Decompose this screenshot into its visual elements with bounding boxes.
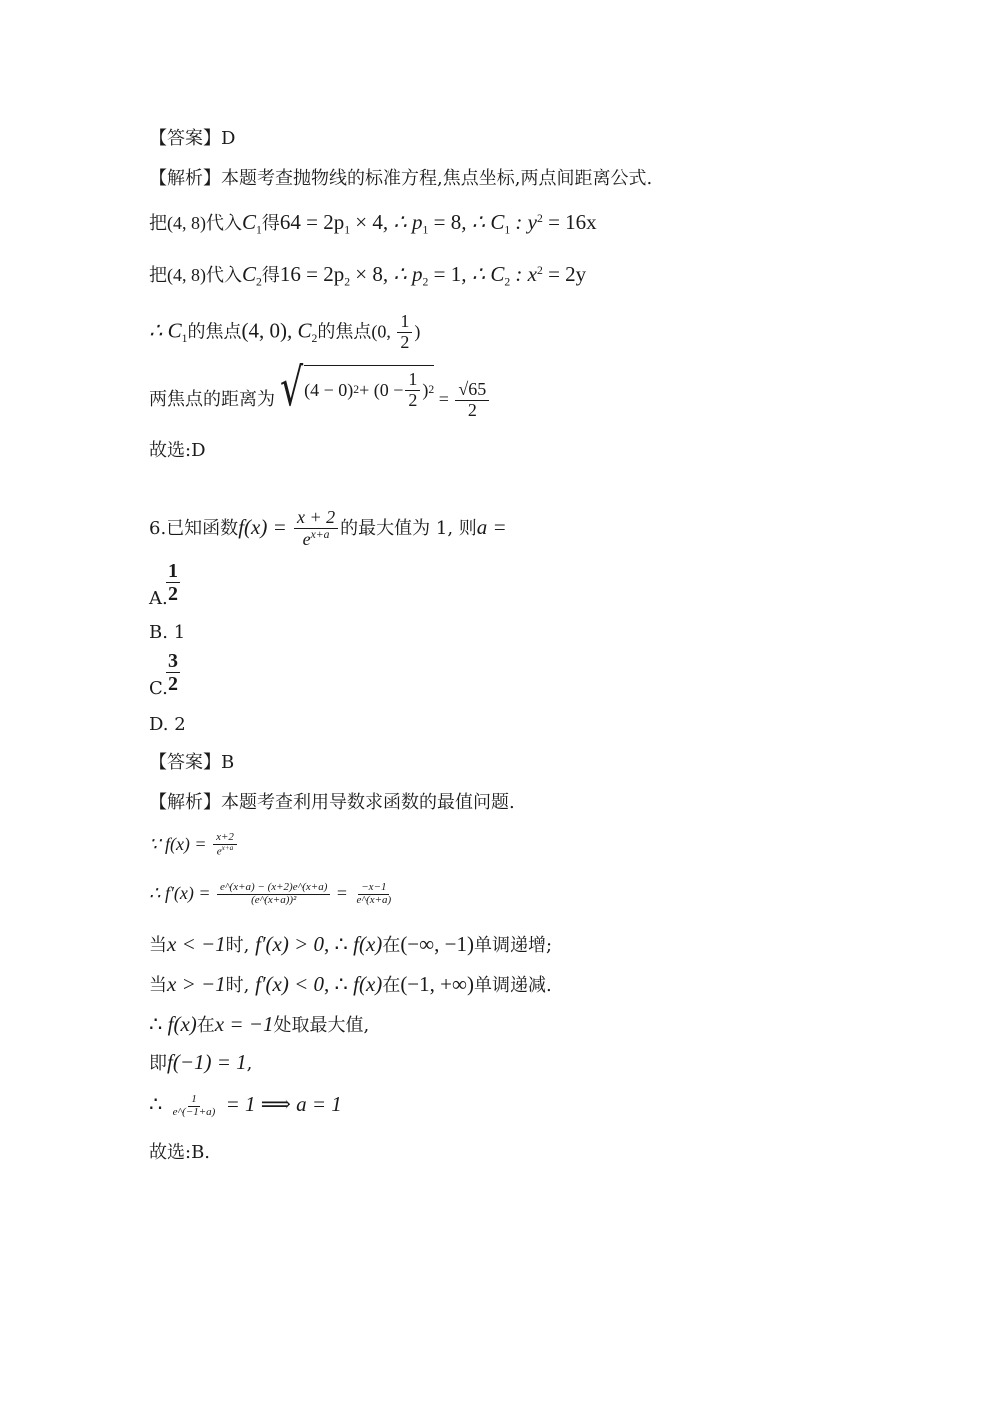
- fraction: $\frac{x+2}{e^{x+a}}$: [213, 832, 237, 858]
- analysis-label: 【解析】: [149, 792, 221, 813]
- analysis-conclusion: 故选:B.: [149, 1142, 211, 1163]
- option-d: D. 2: [149, 714, 186, 735]
- fraction: $\frac{1}{2}$: [397, 312, 412, 353]
- analysis-label: 【解析】: [149, 168, 221, 189]
- prev-answer: [149, 128, 235, 150]
- fraction: $\frac{e\^{}(x+a) - (x+2)e\^{}(x+a)}{\text{(e\textasciicircum{}(x+a))²}}$: [217, 882, 330, 906]
- prev-step-3: ∴ $C_1$的焦点(4, 0), $C_2$的焦点(0, $\frac{1}{2}$ ): [149, 311, 421, 352]
- option-b: B. 1: [149, 622, 186, 643]
- analysis: [149, 792, 515, 814]
- answer: [149, 752, 234, 774]
- question-stem: 6.已知函数f(x) = $\frac{x + 2}{e^{x+a}}$ 的最大值为 1, 则a =: [149, 507, 507, 549]
- analysis-line-5: ∴ f(x)在x = −1处取最大值,: [149, 1012, 370, 1036]
- analysis-line-6: 即f(−1) = 1,: [149, 1050, 253, 1074]
- analysis-text: 本题考查利用导数求函数的最值问题.: [221, 792, 515, 813]
- fraction: $\frac{1}{e\^{}(-1+a)}$: [172, 1092, 216, 1118]
- option-a-label: A.: [149, 588, 168, 609]
- analysis-text: 本题考查抛物线的标准方程,焦点坐标,两点间距离公式.: [221, 168, 653, 189]
- analysis-line-2: ∴ f′(x) = $\frac{e\^{}(x+a) - (x+2)e\^{}(x+a)}{\text{(e\textasciicircum{}(x+a))²}}$ = $\frac{-x-1}{e\^{}(x+a)}$: [149, 882, 396, 906]
- analysis-line-7: ∴ $\frac{1}{e\^{}(-1+a)}$ = 1 ⟹ a = 1: [149, 1092, 342, 1118]
- answer-label: 【答案】: [149, 128, 221, 149]
- sqrt-expression: √ (4 − 0) 2 + (0 − $\frac{1}{2}$ ) 2: [279, 358, 435, 418]
- option-a-fraction: $\frac{1}{2}$: [168, 560, 178, 605]
- analysis-line-4: 当x > −1时, f′(x) < 0, ∴ f(x)在(−1, +∞)单调递减.: [149, 972, 552, 996]
- fraction: $\frac{1}{2}$: [405, 370, 420, 411]
- radical-sign: √: [279, 358, 304, 418]
- option-c-label: C.: [149, 678, 168, 699]
- fraction: $\frac{√65}{2}$: [455, 380, 489, 421]
- analysis-line-3: 当x < −1时, f′(x) > 0, ∴ f(x)在(−∞, −1)单调递增;: [149, 932, 553, 956]
- option-c-fraction: $\frac{3}{2}$: [168, 650, 178, 695]
- question-number: 6.: [149, 517, 167, 539]
- fraction: $\frac{-x-1}{e\^{}(x+a)}$: [356, 881, 392, 906]
- analysis-line-1: ∵ f(x) = $\frac{x+2}{e^{x+a}}$: [149, 832, 239, 858]
- prev-analysis: [149, 168, 652, 190]
- fraction: $\frac{x + 2}{e^{x+a}}$: [294, 508, 338, 550]
- answer-label: 【答案】: [149, 752, 221, 773]
- prev-step-4: 两焦点的距离为 √ (4 − 0) 2 + (0 − $\frac{1}{2}$ ) 2 = $\frac{√65}{2}$: [149, 362, 491, 420]
- prev-step-2: 把(4, 8)代入$C_2$得$16 = 2p_2 \times 8$, ∴ $p_2 = 1$, ∴ $C_2$ : $x^2 = 2y$: [149, 262, 587, 289]
- prev-step-1: 把(4, 8)代入$C_1$得$64 = 2p_1 \times 4$, ∴ $p_1 = 8$, ∴ $C_1$ : $y^2 = 16x$: [149, 210, 597, 237]
- answer-value: D: [221, 128, 236, 149]
- answer-value: B: [221, 752, 235, 773]
- prev-conclusion: 故选:D: [149, 440, 206, 461]
